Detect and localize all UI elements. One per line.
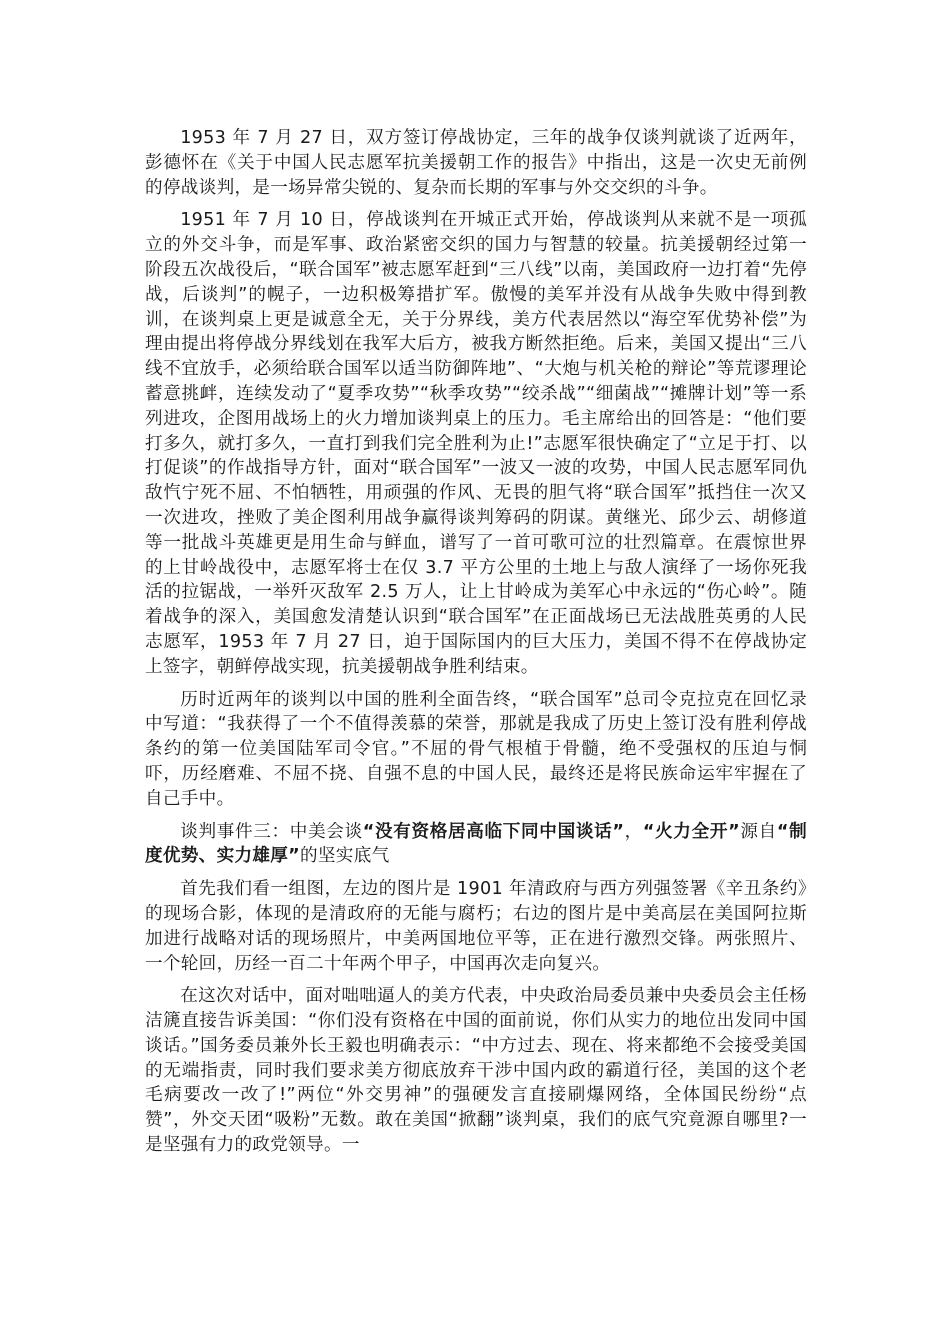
paragraph-photo-comparison: 首先我们看一组图，左边的图片是 1901 年清政府与西方列强签署《辛丑条约》的现场合影，体现的是清政府的无能与腐朽；右边的图片是中美高层在美国阿拉斯加进行战略对话的现场照片，中美两国地位平等，正在进行激烈交锋。两张照片、一个轮回，历经一百二十年两个甲子，中国再次走向复兴。 xyxy=(145,879,807,974)
heading-quote-1: “没有资格居高临下同中国谈话” xyxy=(362,821,625,842)
paragraph-kaesong-negotiations: 1951 年 7 月 10 日，停战谈判在开城正式开始，停战谈判从来就不是一项孤立的外交斗争，而是军事、政治紧密交织的国力与智慧的较量。抗美援朝经过第一阶段五次战役后，“联合国军”被志愿军赶到“三八线”以南，美国政府一边打着“先停战，后谈判”的幌子，一边积极筹措扩军。傲慢的美军并没有从战争失败中得到教训，在谈判桌上更是诚意全无，关于分界线，美方代表居然以“海空军优势补偿”为理由提出将停战分界线划在我军大后方，被我方断然拒绝。后来，美国又提出“三八线不宜放手，必须给联合国军以适当防御阵地”、“大炮与机关枪的辩论”等荒谬理论蓄意挑衅，连续发动了“夏季攻势”“秋季攻势”“绞杀战”“细菌战”“摊牌计划”等一系列进攻，企图用战场上的火力增加谈判桌上的压力。毛主席给出的回答是：“他们要打多久，就打多久，一直打到我们完全胜利为止!”志愿军很快确定了“立足于打、以打促谈”的作战指导方针，面对“联合国军”一波又一波的攻势，中国人民志愿军同仇敌忾宁死不屈、不怕牺牲，用顽强的作风、无畏的胆气将“联合国军”抵挡住一次又一次进攻，挫败了美企图利用战争赢得谈判筹码的阴谋。黄继光、邱少云、胡修道等一批战斗英雄更是用生命与鲜血，谱写了一首可歌可泣的壮烈篇章。在震惊世界的上甘岭战役中，志愿军将士在仅 3.7 平方公里的土地上与敌人演绎了一场你死我活的拉锯战，一举歼灭敌军 2.5 万人，让上甘岭成为美军心中永远的“伤心岭”。随着战争的深入，美国愈发清楚认识到“联合国军”在正面战场已无法战胜英勇的人民志愿军，1953 年 7 月 27 日，迫于国际国内的巨大压力，美国不得不在停战协定上签字，朝鲜停战实现，抗美援朝战争胜利结束。 xyxy=(145,210,807,677)
heading-comma: ， xyxy=(624,821,643,842)
paragraph-clark-memoir: 历时近两年的谈判以中国的胜利全面告终，“联合国军”总司令克拉克在回忆录中写道：“我获得了一个不值得羡慕的荣誉，那就是我成了历史上签订没有胜利停战条约的第一位美国陆军司令官。”不屈的骨气根植于骨髓，绝不受强权的压迫与恫吓，历经磨难、不屈不挠、自强不息的中国人民，最终还是将民族命运牢牢握在了自己手中。 xyxy=(145,689,807,809)
heading-quote-2: “火力全开” xyxy=(642,821,740,842)
paragraph-armistice-intro: 1953 年 7 月 27 日，双方签订停战协定，三年的战争仅谈判就谈了近两年，彭德怀在《关于中国人民志愿军抗美援朝工作的报告》中指出，这是一次史无前例的停战谈判，是一场异常尖锐的、复杂而长期的军事与外交交织的斗争。 xyxy=(145,128,807,198)
heading-source: 源自 xyxy=(739,821,777,842)
heading-quote-3: “制度优势、实力雄厚” xyxy=(145,821,807,867)
section-heading-event-three xyxy=(145,820,807,870)
heading-prefix: 谈判事件三：中美会谈 xyxy=(180,821,363,842)
paragraph-alaska-dialogue: 在这次对话中，面对咄咄逼人的美方代表，中央政治局委员兼中央委员会主任杨洁篪直接告诉美国：“你们没有资格在中国的面前说，你们从实力的地位出发同中国谈话。”国务委员兼外长王毅也明确表示：“中方过去、现在、将来都绝不会接受美国的无端指责，同时我们要求美方彻底放弃干涉中国内政的霸道行径，美国的这个老毛病要改一改了!”两位“外交男神”的强硬发言直接刷爆网络，全体国民纷纷“点赞”，外交天团“吸粉”无数。敢在美国“掀翻”谈判桌，我们的底气究竟源自哪里?一是坚强有力的政党领导。一 xyxy=(145,986,807,1156)
document-body xyxy=(145,126,807,1166)
heading-suffix: 的坚实底气 xyxy=(300,846,390,867)
